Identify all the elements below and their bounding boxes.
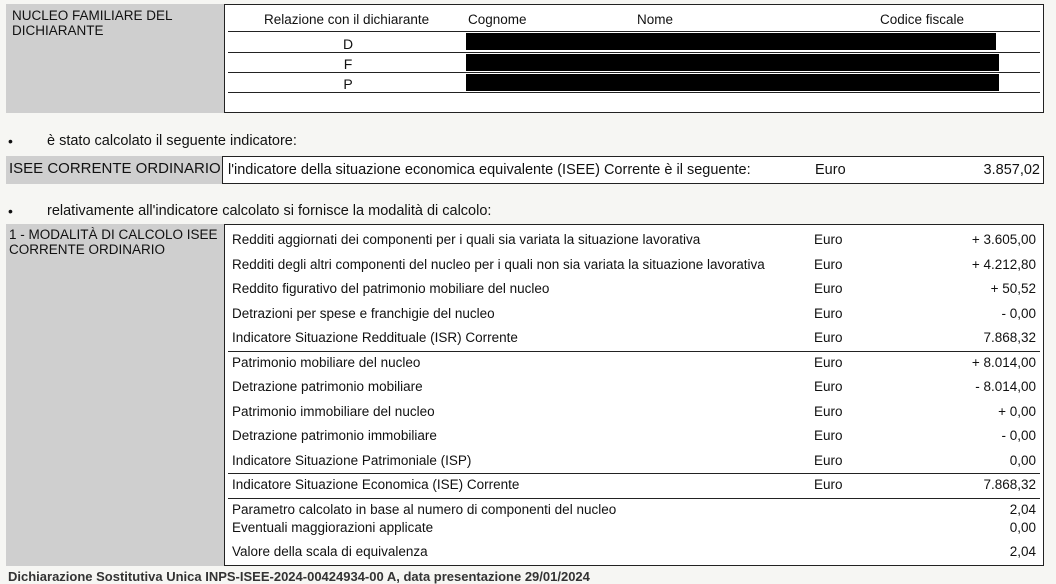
calc-row-value: 7.868,32 <box>983 477 1036 492</box>
calc-row-currency: Euro <box>814 256 843 272</box>
member-relazione: F <box>343 56 353 72</box>
calc-row-value: 0,00 <box>1009 520 1036 535</box>
calc-row-value: - 0,00 <box>1001 428 1036 443</box>
calc-row-isr <box>228 326 1040 352</box>
calc-row-value: + 8.014,00 <box>971 354 1036 370</box>
row-divider <box>228 72 1040 73</box>
redaction-bar <box>466 54 999 71</box>
calcolo-title: 1 - MODALITÀ DI CALCOLO ISEE CORRENTE ORDINARIO <box>9 227 218 257</box>
calc-row-currency: Euro <box>814 403 843 419</box>
member-relazione: P <box>343 76 353 92</box>
header-nome: Nome <box>637 12 674 27</box>
calc-row-value: + 4.212,80 <box>971 256 1036 272</box>
calc-row <box>228 302 1040 327</box>
calc-row-label: Redditi aggiornati dei componenti per i quali sia variata la situazione lavorativa <box>232 232 701 247</box>
calc-row-value: 0,00 <box>1009 452 1036 468</box>
calc-row-currency: Euro <box>814 354 843 370</box>
calc-row-value: + 3.605,00 <box>971 232 1036 247</box>
calc-row <box>228 516 1040 541</box>
bullet-icon: • <box>8 203 13 219</box>
calc-row-label: Patrimonio immobiliare del nucleo <box>232 403 435 419</box>
isee-corrente-value: 3.857,02 <box>983 162 1040 178</box>
calc-row-currency: Euro <box>814 379 843 394</box>
calc-row-value: + 50,52 <box>990 281 1036 296</box>
calc-row <box>228 277 1040 302</box>
bullet-text-modalita: relativamente all'indicatore calcolato si fornisce la modalità di calcolo: <box>47 203 492 219</box>
calc-row-value: + 0,00 <box>998 403 1036 419</box>
calc-row-label: Reddito figurativo del patrimonio mobiliare del nucleo <box>232 281 550 296</box>
calc-row-value: - 0,00 <box>1001 305 1036 321</box>
isee-corrente-label: ISEE CORRENTE ORDINARIO <box>6 156 223 184</box>
calc-row <box>228 540 1040 565</box>
isee-corrente-currency: Euro <box>815 162 846 178</box>
row-divider <box>228 92 1040 93</box>
calc-row-value: - 8.014,00 <box>975 379 1036 394</box>
calc-row-label: Redditi degli altri componenti del nucleo per i quali non sia variata la situazione lavorativa <box>232 256 765 272</box>
calc-row <box>228 228 1040 253</box>
calc-row <box>228 375 1040 400</box>
calcolo-header-cell <box>6 224 225 566</box>
calc-row <box>228 400 1040 425</box>
header-cognome: Cognome <box>468 12 527 27</box>
redaction-bar <box>466 74 999 91</box>
calc-row-isp <box>228 449 1040 475</box>
calc-row-label: Indicatore Situazione Patrimoniale (ISP) <box>232 452 472 468</box>
member-relazione: D <box>342 36 354 52</box>
calc-row-value: 2,04 <box>1009 544 1036 559</box>
calc-row-label: Eventuali maggiorazioni applicate <box>232 520 434 535</box>
calc-row-currency: Euro <box>814 281 843 296</box>
calc-row-label: Detrazione patrimonio mobiliare <box>232 379 423 394</box>
calc-row-currency: Euro <box>814 305 843 321</box>
bullet-text-indicatore: è stato calcolato il seguente indicatore: <box>47 133 297 149</box>
calc-row <box>228 351 1040 376</box>
nucleo-familiare-title: NUCLEO FAMILIARE DEL DICHIARANTE <box>12 8 173 38</box>
calc-row <box>228 253 1040 278</box>
redaction-bar <box>466 33 996 50</box>
bullet-icon: • <box>8 133 13 149</box>
calc-row-currency: Euro <box>814 477 843 492</box>
calc-row-value: 2,04 <box>1009 501 1036 517</box>
calc-row-label: Indicatore Situazione Reddituale (ISR) Corrente <box>232 330 518 345</box>
calc-row-currency: Euro <box>814 232 843 247</box>
row-divider <box>228 52 1040 53</box>
calc-row <box>228 424 1040 449</box>
calc-row-currency: Euro <box>814 452 843 468</box>
row-divider <box>228 31 1040 32</box>
calc-row-label: Indicatore Situazione Economica (ISE) Corrente <box>232 477 520 492</box>
calc-row-label: Valore della scala di equivalenza <box>232 544 428 559</box>
calc-row-currency: Euro <box>814 428 843 443</box>
calc-row-label: Parametro calcolato in base al numero di componenti del nucleo <box>232 501 617 517</box>
calc-row-value: 7.868,32 <box>983 330 1036 345</box>
footer-dichiarazione: Dichiarazione Sostitutiva Unica INPS-ISEE-2024-00424934-00 A, data presentazione 29/01/2024 <box>8 569 590 584</box>
isee-corrente-description: l'indicatore della situazione economica equivalente (ISEE) Corrente è il seguente: <box>228 162 751 178</box>
header-relazione: Relazione con il dichiarante <box>264 12 430 27</box>
calc-row-ise <box>228 473 1040 499</box>
calc-row-currency: Euro <box>814 330 843 345</box>
header-codice-fiscale: Codice fiscale <box>880 12 965 27</box>
calc-row-label: Detrazione patrimonio immobiliare <box>232 428 437 443</box>
calc-row-label: Patrimonio mobiliare del nucleo <box>232 354 421 370</box>
calc-row-label: Detrazioni per spese e franchigie del nucleo <box>232 305 495 321</box>
